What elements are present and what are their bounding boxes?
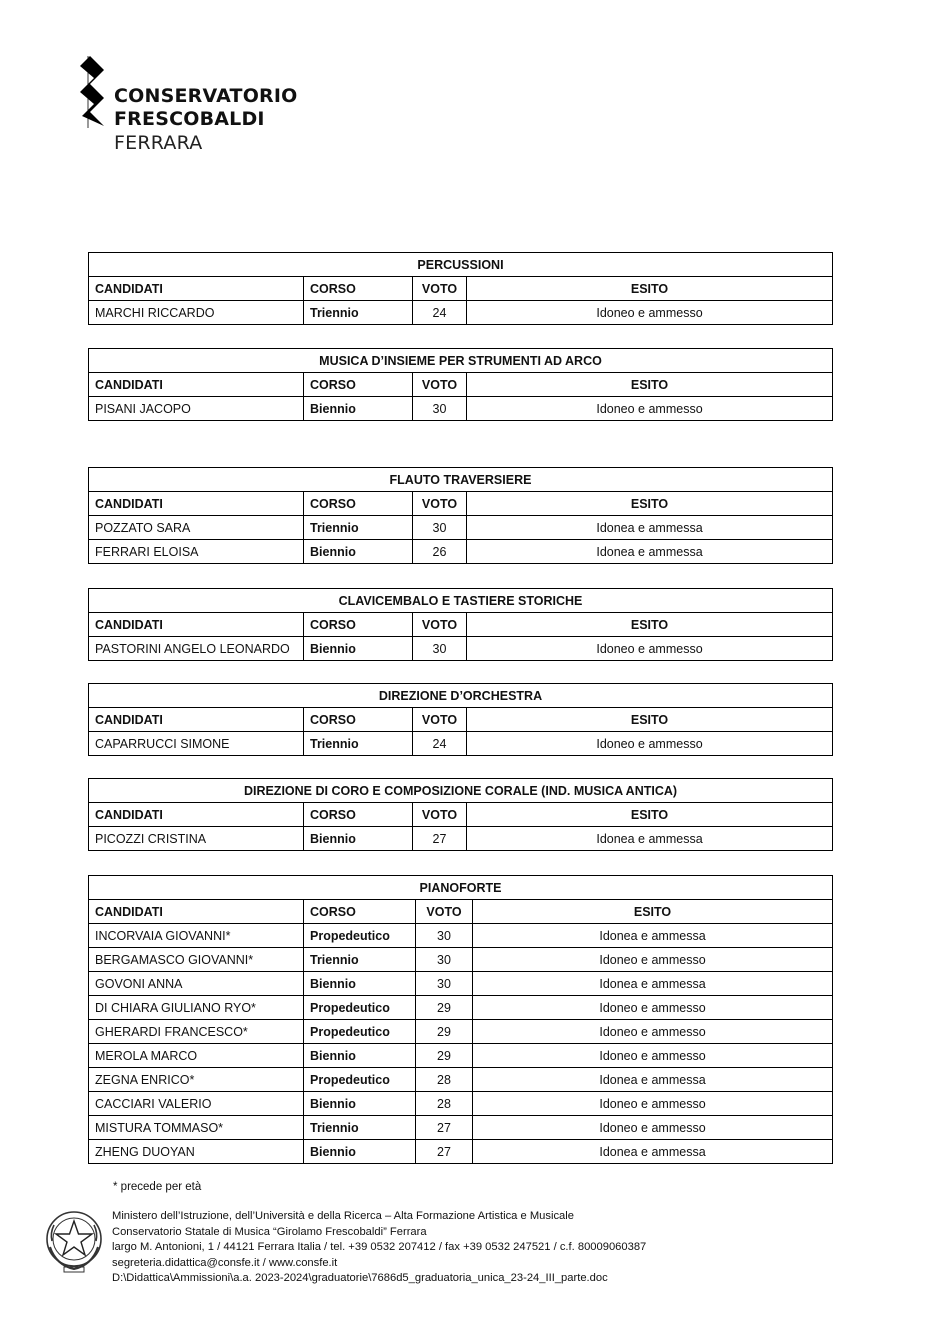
table-row xyxy=(89,1140,833,1164)
logo-line-conservatorio: CONSERVATORIO xyxy=(114,85,298,107)
course: Biennio xyxy=(304,397,413,421)
outcome: Idoneo e ammesso xyxy=(467,301,833,325)
grade: 30 xyxy=(413,516,467,540)
grade: 29 xyxy=(416,1044,473,1068)
table-row xyxy=(89,540,833,564)
course: Biennio xyxy=(304,637,413,661)
outcome: Idoneo e ammesso xyxy=(473,1020,833,1044)
column-header-esito: ESITO xyxy=(473,900,833,924)
candidate-name: PASTORINI ANGELO LEONARDO xyxy=(89,637,304,661)
footer-contacts: segreteria.didattica@consfe.it / www.consfe.it xyxy=(112,1256,338,1269)
candidate-name: DI CHIARA GIULIANO RYO* xyxy=(89,996,304,1020)
outcome: Idoneo e ammesso xyxy=(473,948,833,972)
table-row xyxy=(89,972,833,996)
table-direzione-coro xyxy=(88,778,833,851)
candidate-name: CACCIARI VALERIO xyxy=(89,1092,304,1116)
table-pianoforte xyxy=(88,875,833,1164)
table-row xyxy=(89,516,833,540)
candidate-name: MISTURA TOMMASO* xyxy=(89,1116,304,1140)
table-direzione-orchestra xyxy=(88,683,833,756)
course: Biennio xyxy=(304,540,413,564)
table-row xyxy=(89,948,833,972)
grade: 30 xyxy=(413,637,467,661)
candidate-name: INCORVAIA GIOVANNI* xyxy=(89,924,304,948)
column-header-corso: CORSO xyxy=(304,277,413,301)
candidate-name: CAPARRUCCI SIMONE xyxy=(89,732,304,756)
outcome: Idonea e ammessa xyxy=(467,540,833,564)
table-flauto-traversiere xyxy=(88,467,833,564)
column-header-candidati: CANDIDATI xyxy=(89,613,304,637)
grade: 30 xyxy=(416,948,473,972)
outcome: Idoneo e ammesso xyxy=(473,1092,833,1116)
candidate-name: MEROLA MARCO xyxy=(89,1044,304,1068)
table-musica-insieme xyxy=(88,348,833,421)
section-title: DIREZIONE D’ORCHESTRA xyxy=(89,684,833,708)
footer-file-path: D:\Didattica\Ammissioni\a.a. 2023-2024\graduatorie\7686d5_graduatoria_unica_23-24_III_parte.doc xyxy=(112,1272,608,1284)
candidate-name: MARCHI RICCARDO xyxy=(89,301,304,325)
grade: 26 xyxy=(413,540,467,564)
outcome: Idonea e ammessa xyxy=(473,972,833,996)
outcome: Idonea e ammessa xyxy=(467,516,833,540)
grade: 29 xyxy=(416,996,473,1020)
section-title: DIREZIONE DI CORO E COMPOSIZIONE CORALE (IND. MUSICA ANTICA) xyxy=(89,779,833,803)
outcome: Idonea e ammessa xyxy=(473,1068,833,1092)
candidate-name: PISANI JACOPO xyxy=(89,397,304,421)
course: Biennio xyxy=(304,1092,416,1116)
course: Biennio xyxy=(304,1140,416,1164)
grade: 29 xyxy=(416,1020,473,1044)
footer xyxy=(112,1209,646,1287)
table-row xyxy=(89,637,833,661)
outcome: Idoneo e ammesso xyxy=(473,996,833,1020)
candidate-name: POZZATO SARA xyxy=(89,516,304,540)
column-header-voto: VOTO xyxy=(413,277,467,301)
grade: 24 xyxy=(413,732,467,756)
column-header-esito: ESITO xyxy=(467,492,833,516)
course: Triennio xyxy=(304,301,413,325)
footer-institution: Conservatorio Statale di Musica “Girolamo Frescobaldi” Ferrara xyxy=(112,1225,427,1238)
table-row xyxy=(89,1116,833,1140)
candidate-name: ZHENG DUOYAN xyxy=(89,1140,304,1164)
course: Triennio xyxy=(304,732,413,756)
course: Biennio xyxy=(304,827,413,851)
table-row xyxy=(89,996,833,1020)
course: Propedeutico xyxy=(304,1068,416,1092)
column-header-esito: ESITO xyxy=(467,708,833,732)
column-header-esito: ESITO xyxy=(467,803,833,827)
column-header-voto: VOTO xyxy=(413,708,467,732)
grade: 30 xyxy=(416,924,473,948)
column-header-voto: VOTO xyxy=(413,492,467,516)
outcome: Idoneo e ammesso xyxy=(467,397,833,421)
course: Propedeutico xyxy=(304,1020,416,1044)
footer-ministry: Ministero dell’Istruzione, dell’Università e della Ricerca – Alta Formazione Artistica e Musicale xyxy=(112,1210,574,1222)
logo-line-ferrara: FERRARA xyxy=(114,132,203,154)
column-header-candidati: CANDIDATI xyxy=(89,900,304,924)
column-header-candidati: CANDIDATI xyxy=(89,708,304,732)
table-row xyxy=(89,1044,833,1068)
section-title: MUSICA D’INSIEME PER STRUMENTI AD ARCO xyxy=(89,349,833,373)
column-header-corso: CORSO xyxy=(304,803,413,827)
candidate-name: GHERARDI FRANCESCO* xyxy=(89,1020,304,1044)
outcome: Idonea e ammessa xyxy=(473,924,833,948)
outcome: Idoneo e ammesso xyxy=(467,732,833,756)
grade: 27 xyxy=(416,1116,473,1140)
italian-republic-emblem-icon xyxy=(44,1207,104,1275)
section-title: PIANOFORTE xyxy=(89,876,833,900)
grade: 30 xyxy=(413,397,467,421)
grade: 27 xyxy=(416,1140,473,1164)
column-header-voto: VOTO xyxy=(413,613,467,637)
course: Triennio xyxy=(304,948,416,972)
course: Triennio xyxy=(304,516,413,540)
column-header-corso: CORSO xyxy=(304,613,413,637)
course: Biennio xyxy=(304,972,416,996)
table-clavicembalo xyxy=(88,588,833,661)
column-header-voto: VOTO xyxy=(413,373,467,397)
table-row xyxy=(89,732,833,756)
grade: 28 xyxy=(416,1092,473,1116)
column-header-candidati: CANDIDATI xyxy=(89,492,304,516)
course: Propedeutico xyxy=(304,996,416,1020)
outcome: Idonea e ammessa xyxy=(467,827,833,851)
candidate-name: ZEGNA ENRICO* xyxy=(89,1068,304,1092)
candidate-name: PICOZZI CRISTINA xyxy=(89,827,304,851)
grade: 28 xyxy=(416,1068,473,1092)
table-row xyxy=(89,827,833,851)
table-row xyxy=(89,397,833,421)
conservatorio-logo-icon xyxy=(78,56,108,128)
table-percussioni xyxy=(88,252,833,325)
outcome: Idoneo e ammesso xyxy=(473,1044,833,1068)
conservatorio-logo xyxy=(78,56,318,156)
grade: 24 xyxy=(413,301,467,325)
column-header-corso: CORSO xyxy=(304,492,413,516)
outcome: Idoneo e ammesso xyxy=(467,637,833,661)
candidate-name: GOVONI ANNA xyxy=(89,972,304,996)
outcome: Idoneo e ammesso xyxy=(473,1116,833,1140)
column-header-corso: CORSO xyxy=(304,900,416,924)
column-header-corso: CORSO xyxy=(304,373,413,397)
section-title: CLAVICEMBALO E TASTIERE STORICHE xyxy=(89,589,833,613)
column-header-voto: VOTO xyxy=(416,900,473,924)
candidate-name: FERRARI ELOISA xyxy=(89,540,304,564)
column-header-esito: ESITO xyxy=(467,373,833,397)
table-row xyxy=(89,924,833,948)
section-title: PERCUSSIONI xyxy=(89,253,833,277)
course: Biennio xyxy=(304,1044,416,1068)
course: Propedeutico xyxy=(304,924,416,948)
footer-address: largo M. Antonioni, 1 / 44121 Ferrara Italia / tel. +39 0532 207412 / fax +39 0532 247521 / c.f. 80009060387 xyxy=(112,1241,647,1253)
grade: 30 xyxy=(416,972,473,996)
outcome: Idonea e ammessa xyxy=(473,1140,833,1164)
table-row xyxy=(89,1020,833,1044)
candidate-name: BERGAMASCO GIOVANNI* xyxy=(89,948,304,972)
column-header-candidati: CANDIDATI xyxy=(89,373,304,397)
section-title: FLAUTO TRAVERSIERE xyxy=(89,468,833,492)
column-header-candidati: CANDIDATI xyxy=(89,277,304,301)
table-row xyxy=(89,1092,833,1116)
table-row xyxy=(89,301,833,325)
column-header-esito: ESITO xyxy=(467,613,833,637)
age-priority-note: * precede per età xyxy=(113,1181,202,1193)
logo-line-frescobaldi: FRESCOBALDI xyxy=(114,108,265,130)
grade: 27 xyxy=(413,827,467,851)
course: Triennio xyxy=(304,1116,416,1140)
column-header-corso: CORSO xyxy=(304,708,413,732)
column-header-candidati: CANDIDATI xyxy=(89,803,304,827)
column-header-voto: VOTO xyxy=(413,803,467,827)
column-header-esito: ESITO xyxy=(467,277,833,301)
table-row xyxy=(89,1068,833,1092)
